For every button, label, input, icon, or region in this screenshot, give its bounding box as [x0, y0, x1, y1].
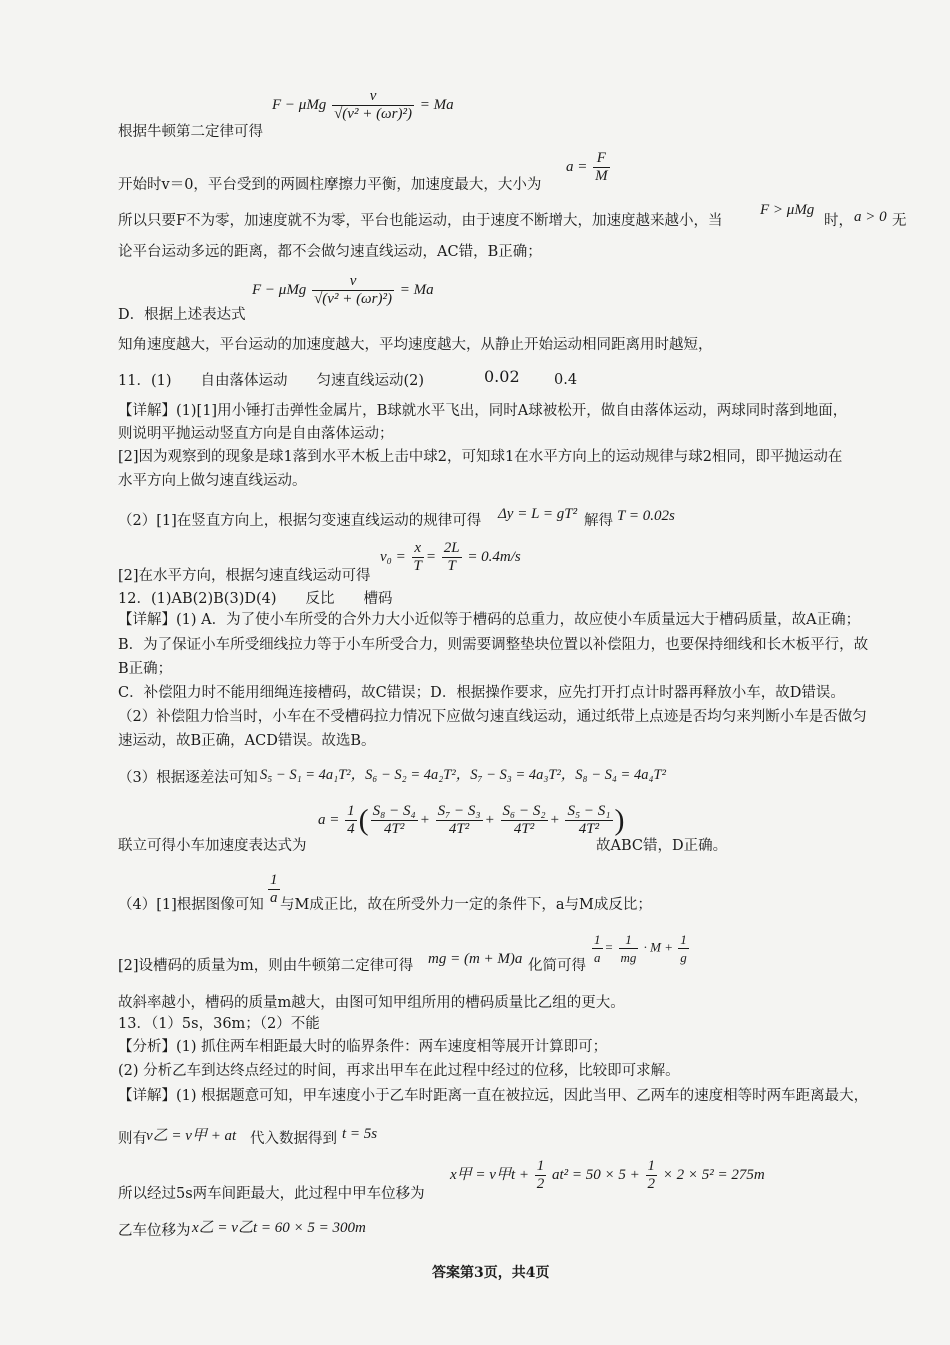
formula-newton-hanging-mass: mg = (m + M)a: [428, 951, 523, 967]
formula-positive-a: a > 0: [854, 209, 887, 225]
text-line: 所以只要F不为零，加速度就不为零，平台也能运动，由于速度不断增大，加速度越来越小，当: [118, 213, 723, 229]
text-line: 开始时v＝0，平台受到的两圆柱摩擦力平衡，加速度最大，大小为: [118, 177, 542, 193]
text-line: （2）[1]在竖直方向上，根据匀变速直线运动的规律可得: [118, 513, 482, 529]
formula-displacement-yi: x乙 = v乙t = 60 × 5 = 300m: [192, 1220, 366, 1236]
text-line: 则说明平抛运动竖直方向是自由落体运动；: [118, 426, 394, 442]
text-line: 所以经过5s两车间距最大，此过程中甲车位移为: [118, 1186, 425, 1202]
formula-equal-velocity: v乙 = v甲 + at: [146, 1128, 237, 1144]
text-line: 与M成正比，故在所受外力一定的条件下，a与M成反比；: [280, 897, 652, 913]
text-line: 知角速度越大，平台运动的加速度越大，平均速度越大，从静止开始运动相同距离用时越短，: [118, 337, 713, 353]
page-footer: 答案第3页，共4页: [432, 1265, 550, 1281]
formula-period: T = 0.02s: [617, 508, 675, 524]
text-line: B正确；: [118, 661, 173, 677]
text-line: C．补偿阻力时不能用细绳连接槽码，故C错误；D．根据操作要求，应先打开打点计时器再释放小车，故D错误。: [118, 685, 845, 701]
text-line: [2]设槽码的质量为m，则由牛顿第二定律可得: [118, 958, 414, 974]
formula-successive-difference: S₅ − S₁ = 4a₁T²，S₆ − S₂ = 4a₂T²，S₇ − S₃ = 4a₃T²，S₈ − S₄ = 4a₄T²: [260, 767, 666, 783]
formula-newton-second-law-repeat: F − μMg $\frac{v}{\text{√(v² + (ωr)²)}}$ = Ma: [252, 273, 434, 307]
formula-acceleration-average: a = $\frac{1}{4}$ ( $\frac{\text{S₈ − S₄}}{\text{4T²}}$ + $\frac{\text{S₇ − S₃}}{\text{4T²}}$ + $\frac{\text{S₆ − S₂}}{\text{4T²}}$ + $\frac{\text{S₅ − S₁}}{\text{4T²}}$ ): [318, 803, 625, 837]
formula-newton-second-law: F − μMg $\frac{v}{\text{√(v² + (ωr)²)}}$ = Ma: [272, 88, 454, 122]
text-line: 联立可得小车加速度表达式为: [118, 838, 307, 854]
text-line: 论平台运动多远的距离，都不会做匀速直线运动，AC错，B正确；: [118, 244, 542, 260]
formula-displacement-jia: x甲 = v甲t + $\frac{1}{2}$ at² = 50 × 5 + $\frac{1}{2}$ × 2 × 5² = 275m: [450, 1158, 765, 1192]
answer-q11: 11．(1) 自由落体运动 匀速直线运动(2): [118, 373, 425, 389]
text-line: （3）根据逐差法可知: [118, 770, 258, 786]
text-line: 速运动，故B正确，ACD错误。故选B。: [118, 733, 376, 749]
formula-reciprocal-a: $\frac{1}{a}$: [270, 872, 278, 906]
text-line: D．根据上述表达式: [118, 307, 246, 323]
text-line: 故斜率越小，槽码的质量m越大，由图可知甲组所用的槽码质量比乙组的更大。: [118, 995, 625, 1011]
text-line: 【详解】(1) A．为了使小车所受的合外力大小近似等于槽码的总重力，故应使小车质量远大于槽码质量，故A正确；: [118, 612, 861, 628]
text-line: 代入数据得到: [250, 1131, 337, 1147]
formula-initial-velocity: v₀ = $\frac{x}{T}$ = $\frac{2L}{T}$ = 0.4m/s: [380, 540, 521, 574]
text-line: 【详解】(1)[1]用小锤打击弹性金属片，B球就水平飞出，同时A球被松开，做自由落体运动，两球同时落到地面，: [118, 403, 848, 419]
text-line: [2]在水平方向，根据匀速直线运动可得: [118, 568, 371, 584]
formula-inequality: F > μMg: [760, 202, 815, 218]
text-line: 【分析】(1) 抓住两车相距最大时的临界条件：两车速度相等展开计算即可；: [118, 1039, 608, 1055]
text-line: 则有: [118, 1131, 147, 1147]
text-line: 无: [892, 213, 907, 229]
text-line: B．为了保证小车所受细线拉力等于小车所受合力，则需要调整垫块位置以补偿阻力，也要保持细线和长木板平行，故: [118, 637, 869, 653]
text-line: 根据牛顿第二定律可得: [118, 124, 263, 140]
text-line: [2]因为观察到的现象是球1落到水平木板上击中球2，可知球1在水平方向上的运动规律与球2相同，即平抛运动在: [118, 449, 843, 465]
text-line: (2) 分析乙车到达终点经过的时间，再求出甲车在此过程中经过的位移，比较即可求解。: [118, 1063, 680, 1079]
formula-simplified: $\frac{1}{a}$ = $\frac{1}{mg}$ · M + $\frac{1}{g}$: [594, 932, 687, 965]
formula-max-acceleration: a = $\frac{F}{M}$: [566, 150, 608, 184]
text-line: 化简可得: [528, 958, 586, 974]
text-line: 解得: [584, 513, 613, 529]
text-line: 乙车位移为: [118, 1223, 191, 1239]
text-line: 故ABC错，D正确。: [596, 838, 728, 854]
formula-time: t = 5s: [342, 1126, 378, 1142]
text-line: （4）[1]根据图像可知: [118, 897, 264, 913]
text-line: 时，: [824, 213, 853, 229]
answer-q12: 12．(1)AB(2)B(3)D(4) 反比 槽码: [118, 591, 393, 607]
answer-q11-value: 0.4: [554, 372, 578, 388]
text-line: 水平方向上做匀速直线运动。: [118, 473, 307, 489]
text-line: 【详解】(1) 根据题意可知，甲车速度小于乙车时距离一直在被拉远，因此当甲、乙两车的速度相等时两车距离最大，: [118, 1088, 869, 1104]
formula-displacement-diff: Δy = L = gT²: [498, 506, 578, 522]
text-line: （2）补偿阻力恰当时，小车在不受槽码拉力情况下应做匀速直线运动，通过纸带上点迹是否均匀来判断小车是否做匀: [118, 709, 867, 725]
answer-q13: 13．（1）5s，36m；（2）不能: [118, 1016, 320, 1032]
answer-q11-value: 0.02: [484, 367, 520, 386]
